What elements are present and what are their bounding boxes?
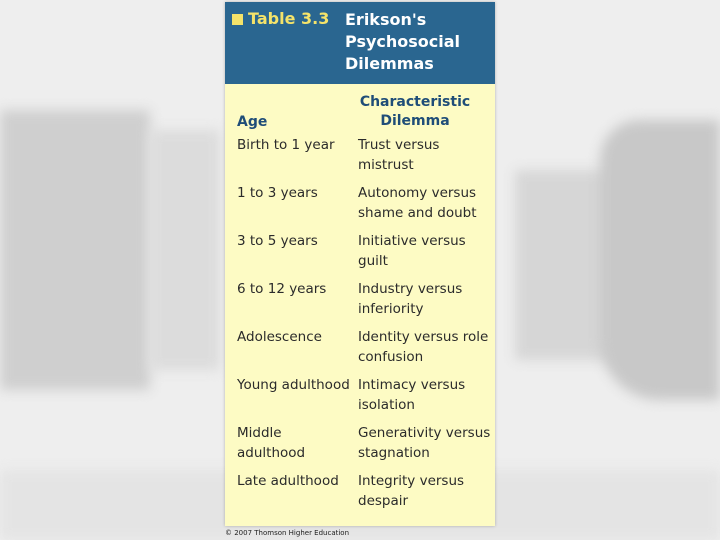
dilemma-cell: Identity versus role confusion xyxy=(358,329,489,365)
table-title: Erikson's Psychosocial Dilemmas xyxy=(345,10,461,73)
background-shape xyxy=(150,130,220,370)
table-row xyxy=(225,376,495,424)
dilemma-cell: Intimacy versus isolation xyxy=(358,377,466,413)
table-header xyxy=(225,2,495,84)
age-cell: Birth to 1 year xyxy=(237,137,335,153)
background-shape xyxy=(600,120,720,400)
table-card xyxy=(225,2,495,537)
column-header-age: Age xyxy=(237,114,268,130)
table-row xyxy=(225,280,495,328)
dilemma-cell: Industry versus inferiority xyxy=(358,281,463,317)
dilemma-cell: Integrity versus despair xyxy=(358,473,465,509)
column-header-dilemma: Characteristic Dilemma xyxy=(359,94,471,129)
age-cell: Middle adulthood xyxy=(237,425,306,461)
table-row xyxy=(225,328,495,376)
age-cell: 1 to 3 years xyxy=(237,185,318,201)
copyright-notice: © 2007 Thomson Higher Education xyxy=(225,529,350,537)
table-row xyxy=(225,136,495,184)
table-row xyxy=(225,472,495,520)
table-number: Table 3.3 xyxy=(248,9,330,28)
background-shape xyxy=(0,110,150,390)
age-cell: Young adulthood xyxy=(237,377,350,393)
table-row xyxy=(225,232,495,280)
dilemma-cell: Initiative versus guilt xyxy=(358,233,466,269)
dilemma-cell: Autonomy versus shame and doubt xyxy=(358,185,477,221)
table-row xyxy=(225,184,495,232)
age-cell: 6 to 12 years xyxy=(237,281,327,297)
table-body xyxy=(225,136,495,520)
age-cell: Adolescence xyxy=(237,329,322,345)
age-cell: Late adulthood xyxy=(237,473,339,489)
square-bullet-icon xyxy=(232,14,243,25)
dilemma-cell: Generativity versus stagnation xyxy=(358,425,491,461)
age-cell: 3 to 5 years xyxy=(237,233,318,249)
table-row xyxy=(225,424,495,472)
dilemma-cell: Trust versus mistrust xyxy=(358,137,440,173)
